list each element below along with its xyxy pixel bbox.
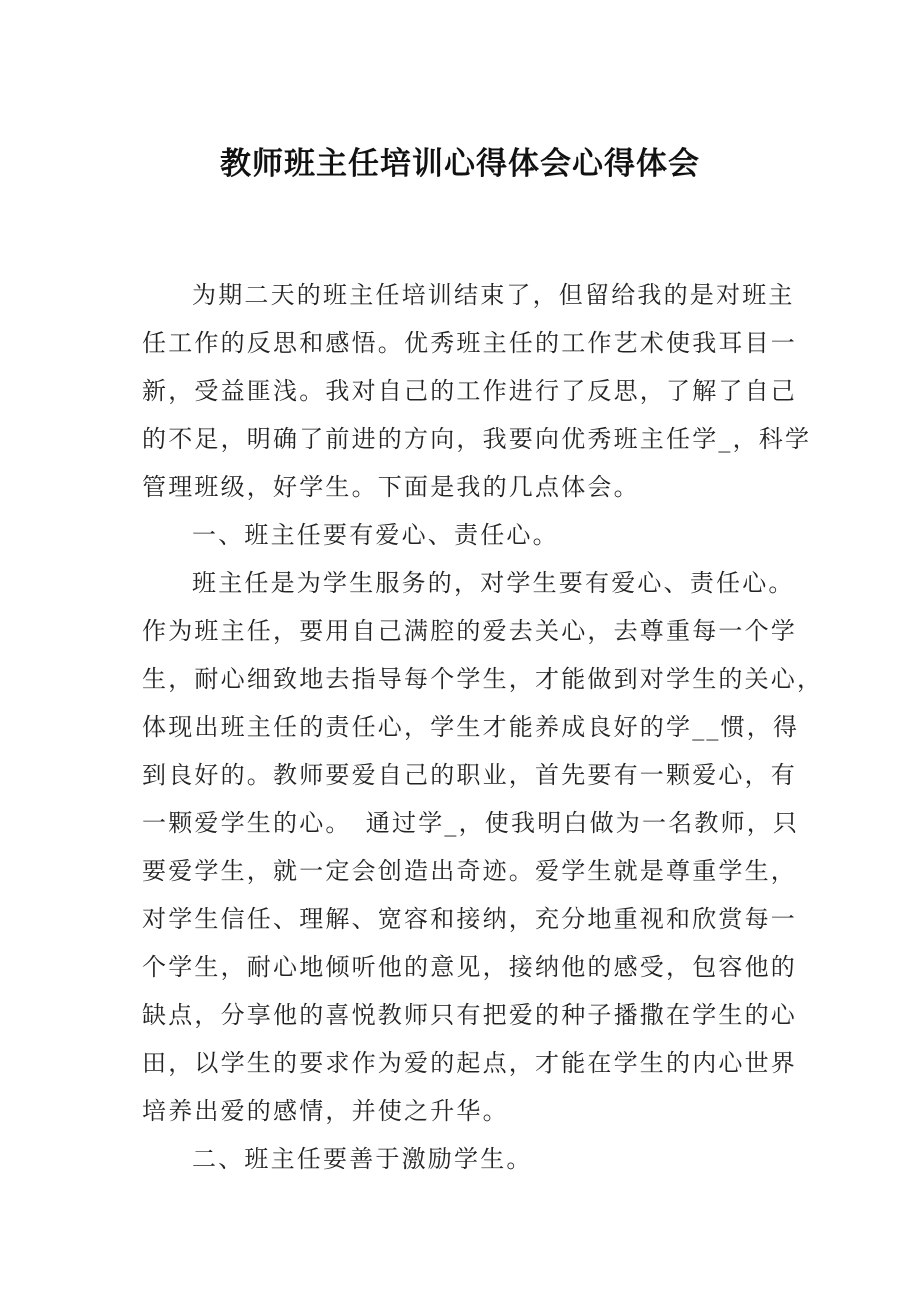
paragraph-line: 缺点，分享他的喜悦教师只有把爱的种子播撒在学生的心 xyxy=(142,1001,797,1029)
section-heading: 二、班主任要善于激励学生。 xyxy=(192,1145,533,1173)
paragraph-line: 到良好的。教师要爱自己的职业，首先要有一颗爱心，有 xyxy=(142,761,797,789)
paragraph-line: 要爱学生，就一定会创造出奇迹。爱学生就是尊重学生， xyxy=(142,857,797,885)
section-heading: 一、班主任要有爱心、责任心。 xyxy=(192,521,559,549)
paragraph-line: 班主任是为学生服务的，对学生要有爱心、责任心。 xyxy=(192,569,795,597)
paragraph-line: 体现出班主任的责任心，学生才能养成良好的学__惯，得 xyxy=(142,713,800,741)
paragraph-line: 作为班主任，要用自己满腔的爱去关心，去尊重每一个学 xyxy=(142,617,797,645)
paragraph-line: 生，耐心细致地去指导每个学生，才能做到对学生的关心， xyxy=(142,665,824,693)
paragraph-line: 培养出爱的感情，并使之升华。 xyxy=(142,1097,509,1125)
paragraph-line: 个学生，耐心地倾听他的意见，接纳他的感受，包容他的 xyxy=(142,953,797,981)
paragraph-line: 的不足，明确了前进的方向，我要向优秀班主任学_，科学 xyxy=(142,425,812,453)
paragraph-line: 为期二天的班主任培训结束了，但留给我的是对班主 xyxy=(192,281,795,309)
paragraph-line: 一颗爱学生的心。 通过学_，使我明白做为一名教师，只 xyxy=(142,809,800,837)
document-title: 教师班主任培训心得体会心得体会 xyxy=(220,146,700,182)
paragraph-line: 新，受益匪浅。我对自己的工作进行了反思，了解了自己 xyxy=(142,377,797,405)
paragraph-line: 对学生信任、理解、宽容和接纳，充分地重视和欣赏每一 xyxy=(142,905,797,933)
paragraph-line: 管理班级，好学生。下面是我的几点体会。 xyxy=(142,473,640,501)
paragraph-line: 田，以学生的要求作为爱的起点，才能在学生的内心世界 xyxy=(142,1049,797,1077)
paragraph-line: 任工作的反思和感悟。优秀班主任的工作艺术使我耳目一 xyxy=(142,329,797,357)
